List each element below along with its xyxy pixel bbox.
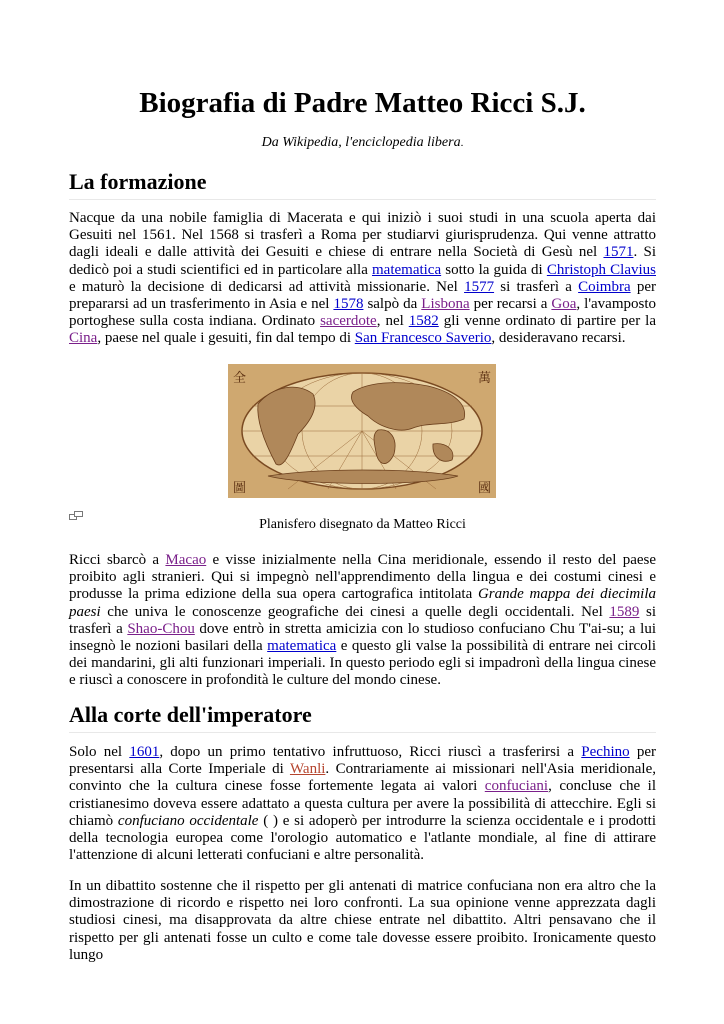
text-run: sotto la guida di — [441, 261, 547, 278]
text-run: salpò da — [363, 296, 422, 313]
map-char-top-left: 全 — [233, 371, 247, 386]
link-1601[interactable]: 1601 — [129, 744, 160, 760]
text-run: e maturò la decisione di dedicarsi ad attività missionarie. Nel — [69, 278, 465, 295]
italic-title: Grande mappa dei diecimila paesi — [69, 586, 656, 620]
link-1589[interactable]: 1589 — [609, 603, 640, 620]
link-1578[interactable]: 1578 — [333, 296, 364, 313]
text-run: , dopo un primo tentativo infruttuoso, Ricci riuscì a trasferirsi a — [159, 744, 582, 760]
link-goa[interactable]: Goa — [551, 296, 577, 313]
text-run: , concluse che il cristianesimo doveva essere adattato a questa cultura per avere la possibilità di attecchire. Egli si chiamò — [69, 778, 657, 829]
text-run: , l'avamposto portoghese sulla costa indiana. Ordinato — [69, 296, 657, 330]
text-run: per recarsi a — [469, 296, 552, 313]
figure-caption: Planisfero disegnato da Matteo Ricci — [259, 517, 466, 532]
paragraph-corte-2: In un dibattito sostenne che il rispetto per gli antenati di matrice confuciana non era altro che la dimostrazione di ricordo e rispetto nei loro confronti. La sua opinione venne apprezzata dagli studiosi cinesi, ma disapprovata da altre chiese entrate nel dibattito. Altri pensavano che il rispetto per gli antenati fosse un culto e come tale dovesse essere proibito. Ironicamente questo lungo — [69, 878, 656, 963]
link-confuciani[interactable]: confuciani — [484, 778, 549, 795]
text-run: gli venne ordinato di partire per la — [438, 313, 657, 330]
link-1571[interactable]: 1571 — [603, 244, 634, 261]
link-1577[interactable]: 1577 — [464, 278, 495, 295]
link-lisbona[interactable]: Lisbona — [421, 296, 470, 313]
link-coimbra[interactable]: Coimbra — [578, 278, 631, 295]
map-char-bottom-left: 圖 — [233, 481, 247, 496]
world-map-illustration — [228, 364, 496, 498]
page-subtitle — [69, 134, 656, 152]
text-run: Nacque da una nobile famiglia di Macerata e qui iniziò i suoi studi in una scuola aperta dai Gesuiti nel 1561. Nel 1568 si trasferì a Roma per studiarvi giurisprudenza. Qui venne attratto dagli ideali e dalle attività dei Gesuiti e chiese di entrare nella Società di Gesù nel — [69, 210, 656, 261]
paragraph-formazione-1 — [69, 210, 656, 348]
text-run: si trasferì a — [494, 278, 579, 295]
text-run: Ricci sbarcò a — [69, 552, 166, 568]
section-heading-formazione: La formazione — [69, 168, 656, 200]
text-run: . Contrariamente ai missionari nell'Asia meridionale, convinto che la cultura cinese fosse fortemente legata ai valori — [69, 761, 656, 795]
text-run: per presentarsi alla Corte Imperiale di — [69, 744, 656, 778]
link-christoph-clavius[interactable]: Christoph Clavius — [546, 261, 656, 278]
link-shao-chou[interactable]: Shao-Chou — [127, 620, 195, 637]
map-char-top-right: 萬 — [478, 371, 492, 386]
link-matematica-2[interactable]: matematica — [267, 638, 337, 655]
link-cina[interactable]: Cina — [69, 330, 98, 347]
paragraph-formazione-2 — [69, 552, 656, 690]
text-run: che univa le conoscenze geografiche dei cinesi a quelle degli occidentali. Nel — [100, 603, 610, 620]
text-run: e visse inizialmente nella Cina meridionale, essendo il resto del paese proibito agli stranieri. Qui si impegnò nell'apprendimento della lingua e dei costumi cinesi e produsse la prima edizione della sua opera cartografica intitolata — [69, 552, 657, 603]
text-run: e questo gli valse la possibilità di entrare nei circoli dei mandarini, gli alti funzionari imperiali. In questo periodo egli si impadronì della lingua cinese e riuscì a conoscere in profondità le culture del mondo cinese. — [69, 638, 656, 689]
italic-term: confuciano occidentale — [117, 812, 259, 829]
text-run: Solo nel — [69, 744, 130, 760]
text-run: ( ) e si adoperò per introdurre la scienza occidentale e i prodotti della tecnologia europea come l'orologio automatico e l'atlante mondiale, al fine di attirare l'attenzione di alcuni letterati confuciani e altre personalità. — [69, 812, 656, 864]
link-wanli[interactable]: Wanli — [289, 761, 326, 778]
link-san-francesco-saverio[interactable]: San Francesco Saverio — [354, 330, 492, 347]
link-matematica[interactable]: matematica — [372, 261, 442, 278]
map-char-bottom-right: 國 — [478, 481, 492, 496]
text-run: , nel — [376, 313, 409, 330]
section-heading-corte: Alla corte dell'imperatore — [69, 701, 656, 733]
text-run: dove entrò in stretta amicizia con lo studioso confuciano Chu T'ai-su; a lui insegnò le nozioni basilari della — [69, 620, 657, 655]
link-macao[interactable]: Macao — [165, 552, 207, 568]
text-run: si trasferì a — [69, 603, 656, 637]
link-1582[interactable]: 1582 — [408, 313, 439, 330]
world-map-image[interactable] — [228, 364, 496, 498]
paragraph-corte-1 — [69, 744, 656, 864]
page-title: Biografia di Padre Matteo Ricci S.J. — [139, 87, 586, 119]
link-sacerdote[interactable]: sacerdote — [320, 313, 377, 330]
link-pechino[interactable]: Pechino — [581, 744, 630, 760]
text-run: , paese nel quale i gesuiti, fin dal tempo di — [97, 330, 355, 347]
text-run: . Si dedicò poi a studi scientifici ed in particolare alla — [69, 244, 656, 278]
subtitle-text: Da Wikipedia, l'enciclopedia libera — [261, 135, 461, 150]
subtitle-dot: . — [460, 137, 464, 149]
text-run: per prepararsi ad un trasferimento in Asia e nel — [69, 278, 656, 313]
text-run: , desideravano recarsi. — [491, 330, 626, 347]
